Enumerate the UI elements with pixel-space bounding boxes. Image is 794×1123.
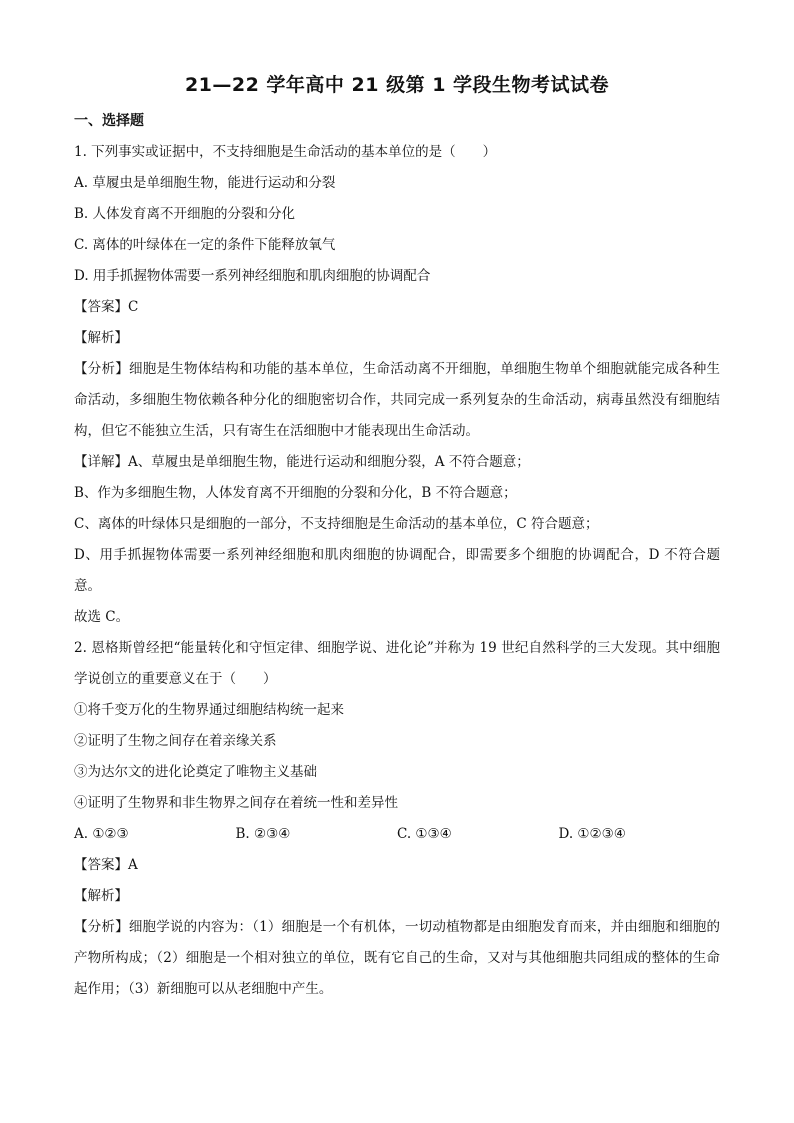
page-title: 21—22 学年高中 21 级第 1 学段生物考试试卷 [184,74,610,96]
question-2-statement-2: ②证明了生物之间存在着亲缘关系 [74,733,277,749]
question-2-option-b: B. ②③④ [235,826,291,842]
question-2-option-d: D. ①②③④ [558,826,626,842]
question-1-detail-b: B、作为多细胞生物，人体发育离不开细胞的分裂和分化，B 不符合题意； [74,485,517,501]
question-1-option-b: B. 人体发育离不开细胞的分裂和分化 [74,206,296,222]
question-2-analysis: 【分析】细胞学说的内容为：（1）细胞是一个有机体，一切动植物都是由细胞发育而来，并由细胞和细胞的产物所构成；（2）细胞是一个相对独立的单位，既有它自己的生命，又对与其他细胞共同组成的整体的生命起作用；（3）新细胞可以从老细胞中产生。 [74,919,720,997]
question-2-analysis-label: 【解析】 [74,888,128,904]
question-1-detail-a: 【详解】A、草履虫是单细胞生物，能进行运动和细胞分裂，A 不符合题意； [74,454,530,470]
question-1-analysis-label: 【解析】 [74,330,128,346]
question-2-statement-4: ④证明了生物界和非生物界之间存在着统一性和差异性 [74,795,398,811]
question-2-option-c: C. ①③④ [397,826,452,842]
question-2-statement-3: ③为达尔文的进化论奠定了唯物主义基础 [74,764,317,780]
question-1-detail-d: D、用手抓握物体需要一系列神经细胞和肌肉细胞的协调配合，即需要多个细胞的协调配合，D 不符合题意。 [74,547,720,594]
question-1-option-c: C. 离体的叶绿体在一定的条件下能释放氧气 [74,237,336,253]
question-1-stem: 1. 下列事实或证据中，不支持细胞是生命活动的基本单位的是（ ） [74,144,497,160]
question-2-option-a: A. ①②③ [74,826,129,842]
question-2-stem: 2. 恩格斯曾经把“能量转化和守恒定律、细胞学说、进化论”并称为 19 世纪自然科学的三大发现。其中细胞学说创立的重要意义在于（ ） [74,640,720,687]
document-content [74,106,720,1005]
question-1-answer: 【答案】C [74,299,139,315]
section-heading: 一、选择题 [74,113,144,129]
question-1-option-a: A. 草履虫是单细胞生物，能进行运动和分裂 [74,175,336,191]
question-2-statement-1: ①将千变万化的生物界通过细胞结构统一起来 [74,702,344,718]
question-1-analysis: 【分析】细胞是生物体结构和功能的基本单位，生命活动离不开细胞，单细胞生物单个细胞就能完成各种生命活动，多细胞生物依赖各种分化的细胞密切合作，共同完成一系列复杂的生命活动，病毒虽然没有细胞结构，但它不能独立生活，只有寄生在活细胞中才能表现出生命活动。 [74,361,720,439]
question-2-answer: 【答案】A [74,857,138,873]
question-2-options [74,819,720,850]
question-1-conclusion: 故选 C。 [74,609,130,625]
question-1-option-d: D. 用手抓握物体需要一系列神经细胞和肌肉细胞的协调配合 [74,268,431,284]
question-1-detail-c: C、离体的叶绿体只是细胞的一部分，不支持细胞是生命活动的基本单位，C 符合题意； [74,516,599,532]
